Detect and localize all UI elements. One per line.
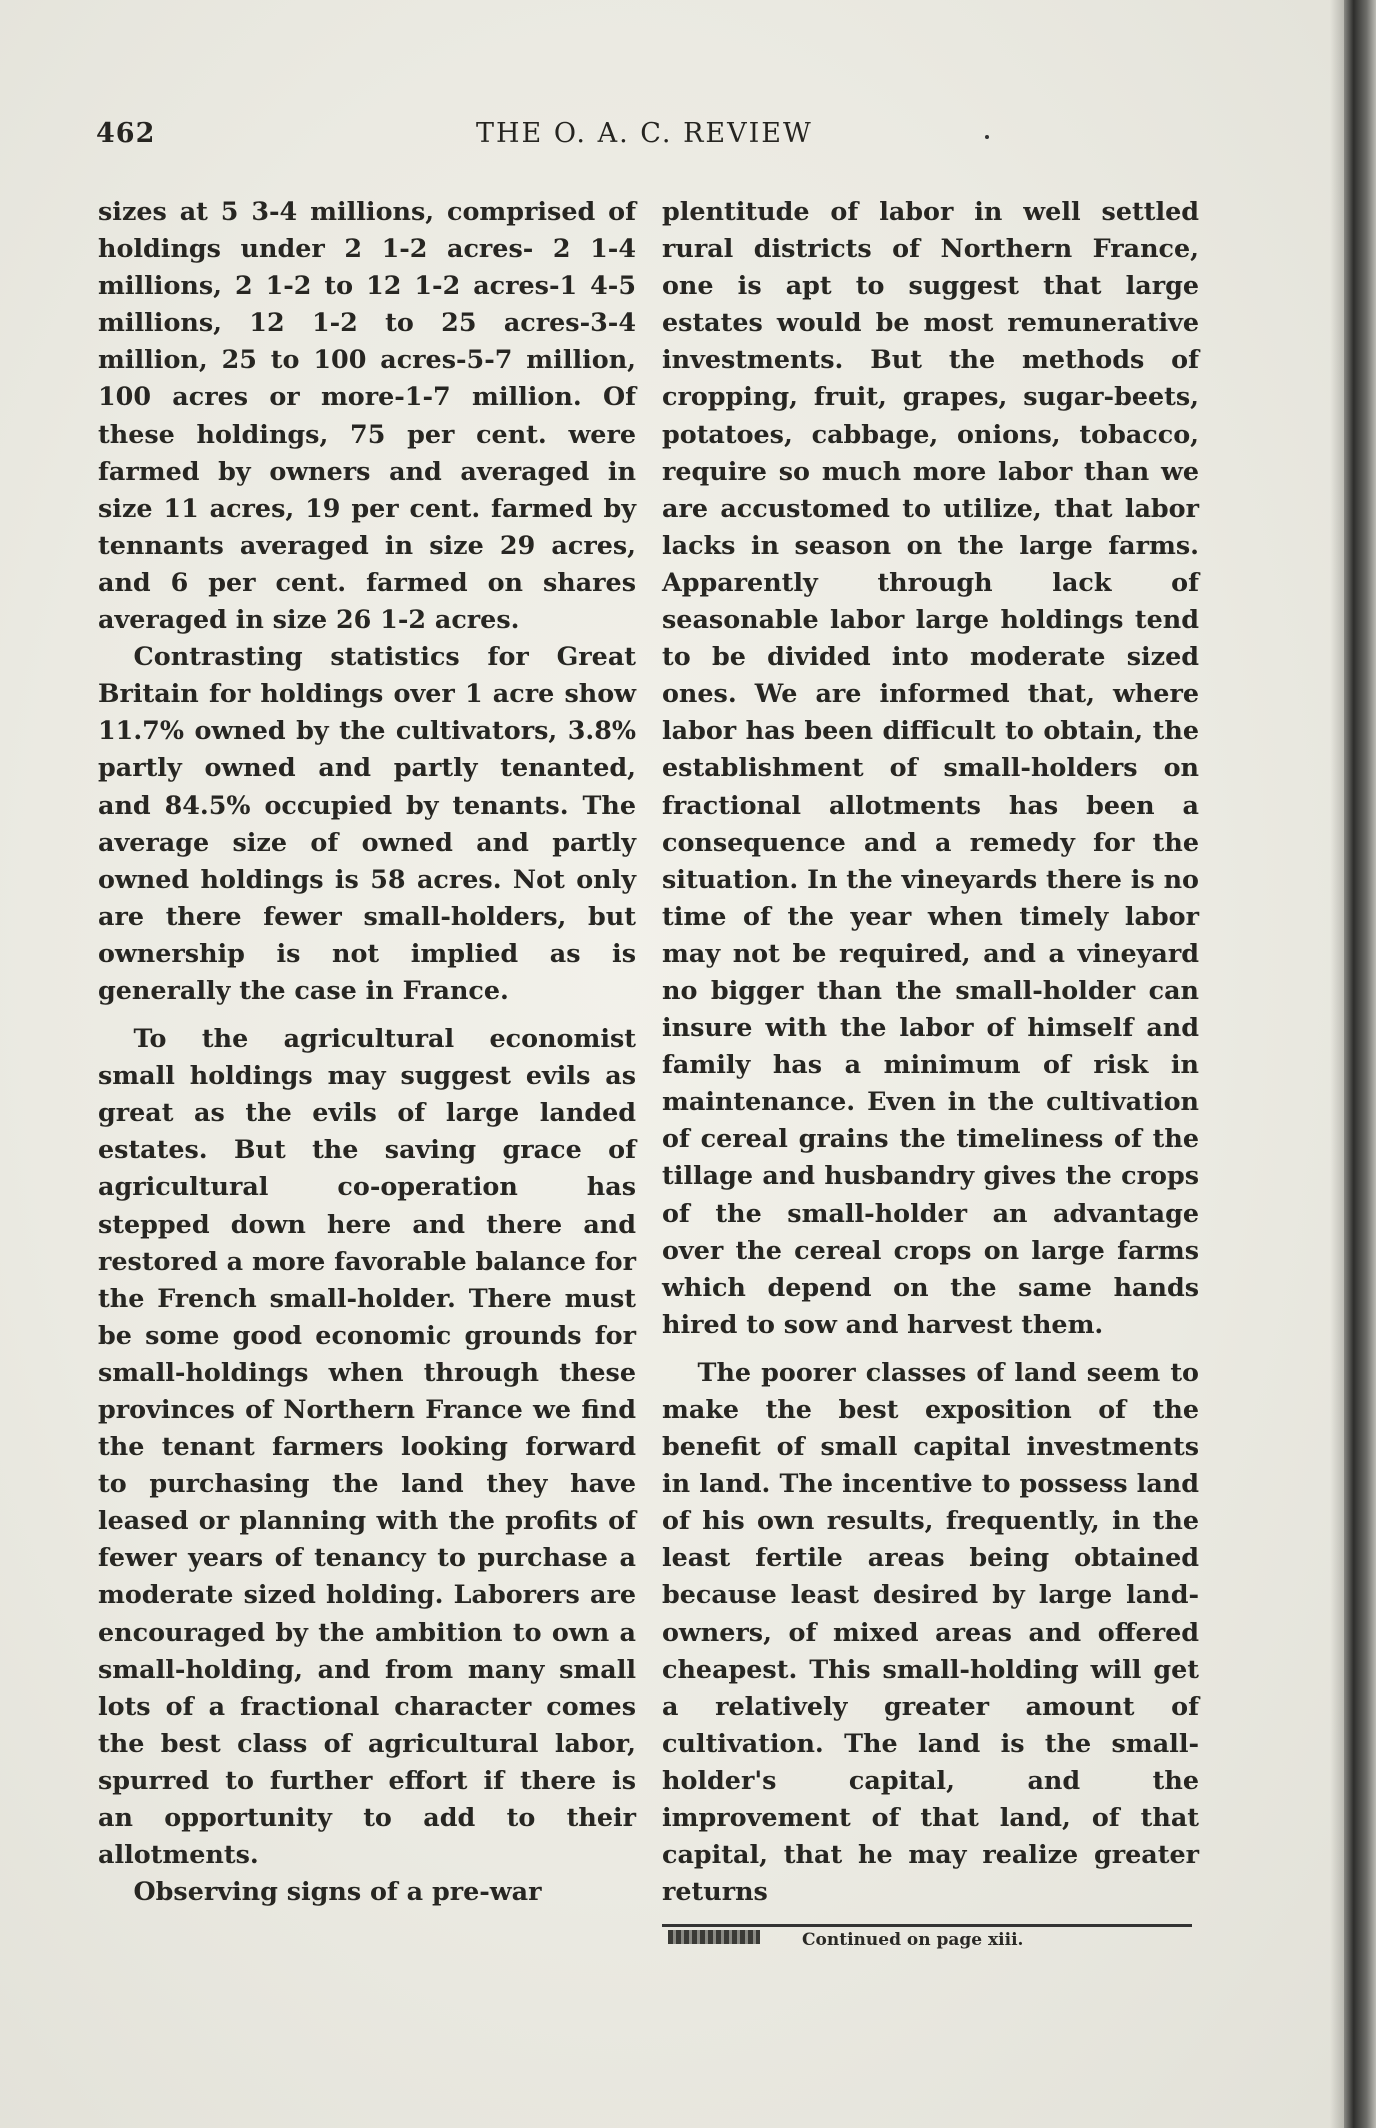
page-number: 462 <box>96 118 156 149</box>
right-column <box>662 193 1199 1954</box>
printer-ornament <box>668 1930 760 1944</box>
journal-title: THE O. A. C. REVIEW <box>476 118 813 149</box>
left-column <box>98 193 636 1910</box>
paragraph: Contrasting statistics for Great Britain for holdings over 1 acre show 11.7% owned by the cultivators, 3.8% partly owned and partly tenanted, and 84.5% occupied by tenants. The average size of owned and partly owned holdings is 58 acres. Not only are there fewer small-holders, but ownership is not implied as is generally the case in France. <box>98 641 636 1005</box>
paragraph: The poorer classes of land seem to make the best exposition of the benefit of small capital investments in land. The incentive to possess land of his own results, frequently, in the least fertile areas being obtained because least desired by large land-owners, of mixed areas and offered cheapest. This small-holding will get a relatively greater amount of cultivation. The land is the small-holder's capital, and the improvement of that land, of that capital, that he may realize greater returns <box>662 1356 1199 1907</box>
book-spine <box>1344 0 1376 2128</box>
paragraph: sizes at 5 3-4 millions, comprised of holdings under 2 1-2 acres- 2 1-4 millions, 2 1-2 to 12 1-2 acres-1 4-5 millions, 12 1-2 to 25 acres-3-4 million, 25 to 100 acres-5-7 million, 100 acres or more-1-7 million. Of these holdings, 75 per cent. were farmed by owners and averaged in size 11 acres, 19 per cent. farmed by tennants averaged in size 29 acres, and 6 per cent. farmed on shares averaged in size 26 1-2 acres. <box>98 196 636 635</box>
page-shadow <box>1330 0 1344 2128</box>
continued-on-label: Continued on page xiii. <box>802 1930 1024 1951</box>
paragraph: To the agricultural economist small holdings may suggest evils as great as the evils of large landed estates. But the saving grace of agricultural co-operation has stepped down here and there and restored a more favorable balance for the French small-holder. There must be some good economic grounds for small-holdings when through these provinces of Northern France we find the tenant farmers looking forward to purchasing the land they have leased or planning with the profits of fewer years of tenancy to purchase a moderate sized holding. Laborers are encouraged by the ambition to own a small-holding, and from many small lots of a fractional character comes the best class of agricultural labor, spurred to further effort if there is an opportunity to add to their allotments. <box>98 1023 636 1870</box>
paragraph: plentitude of labor in well settled rural districts of Northern France, one is apt to suggest that large estates would be most remunerative investments. But the methods of cropping, fruit, grapes, sugar-beets, potatoes, cabbage, onions, tobacco, require so much more labor than we are accustomed to utilize, that labor lacks in season on the large farms. Apparently through lack of seasonable labor large holdings tend to be divided into moderate sized ones. We are informed that, where labor has been difficult to obtain, the establishment of small-holders on fractional allotments has been a consequence and a remedy for the situation. In the vineyards there is no time of the year when timely labor may not be required, and a vineyard no bigger than the small-holder can insure with the labor of himself and family has a minimum of risk in maintenance. Even in the cultivation of cereal grains the timeliness of the tillage and husbandry gives the crops of the small-holder an advantage over the cereal crops on large farms which depend on the same hands hired to sow and harvest them. <box>662 196 1199 1339</box>
running-header <box>96 118 1196 158</box>
print-speck <box>985 135 989 139</box>
continued-note <box>662 1914 1202 1954</box>
paragraph: Observing signs of a pre-war <box>133 1876 542 1907</box>
